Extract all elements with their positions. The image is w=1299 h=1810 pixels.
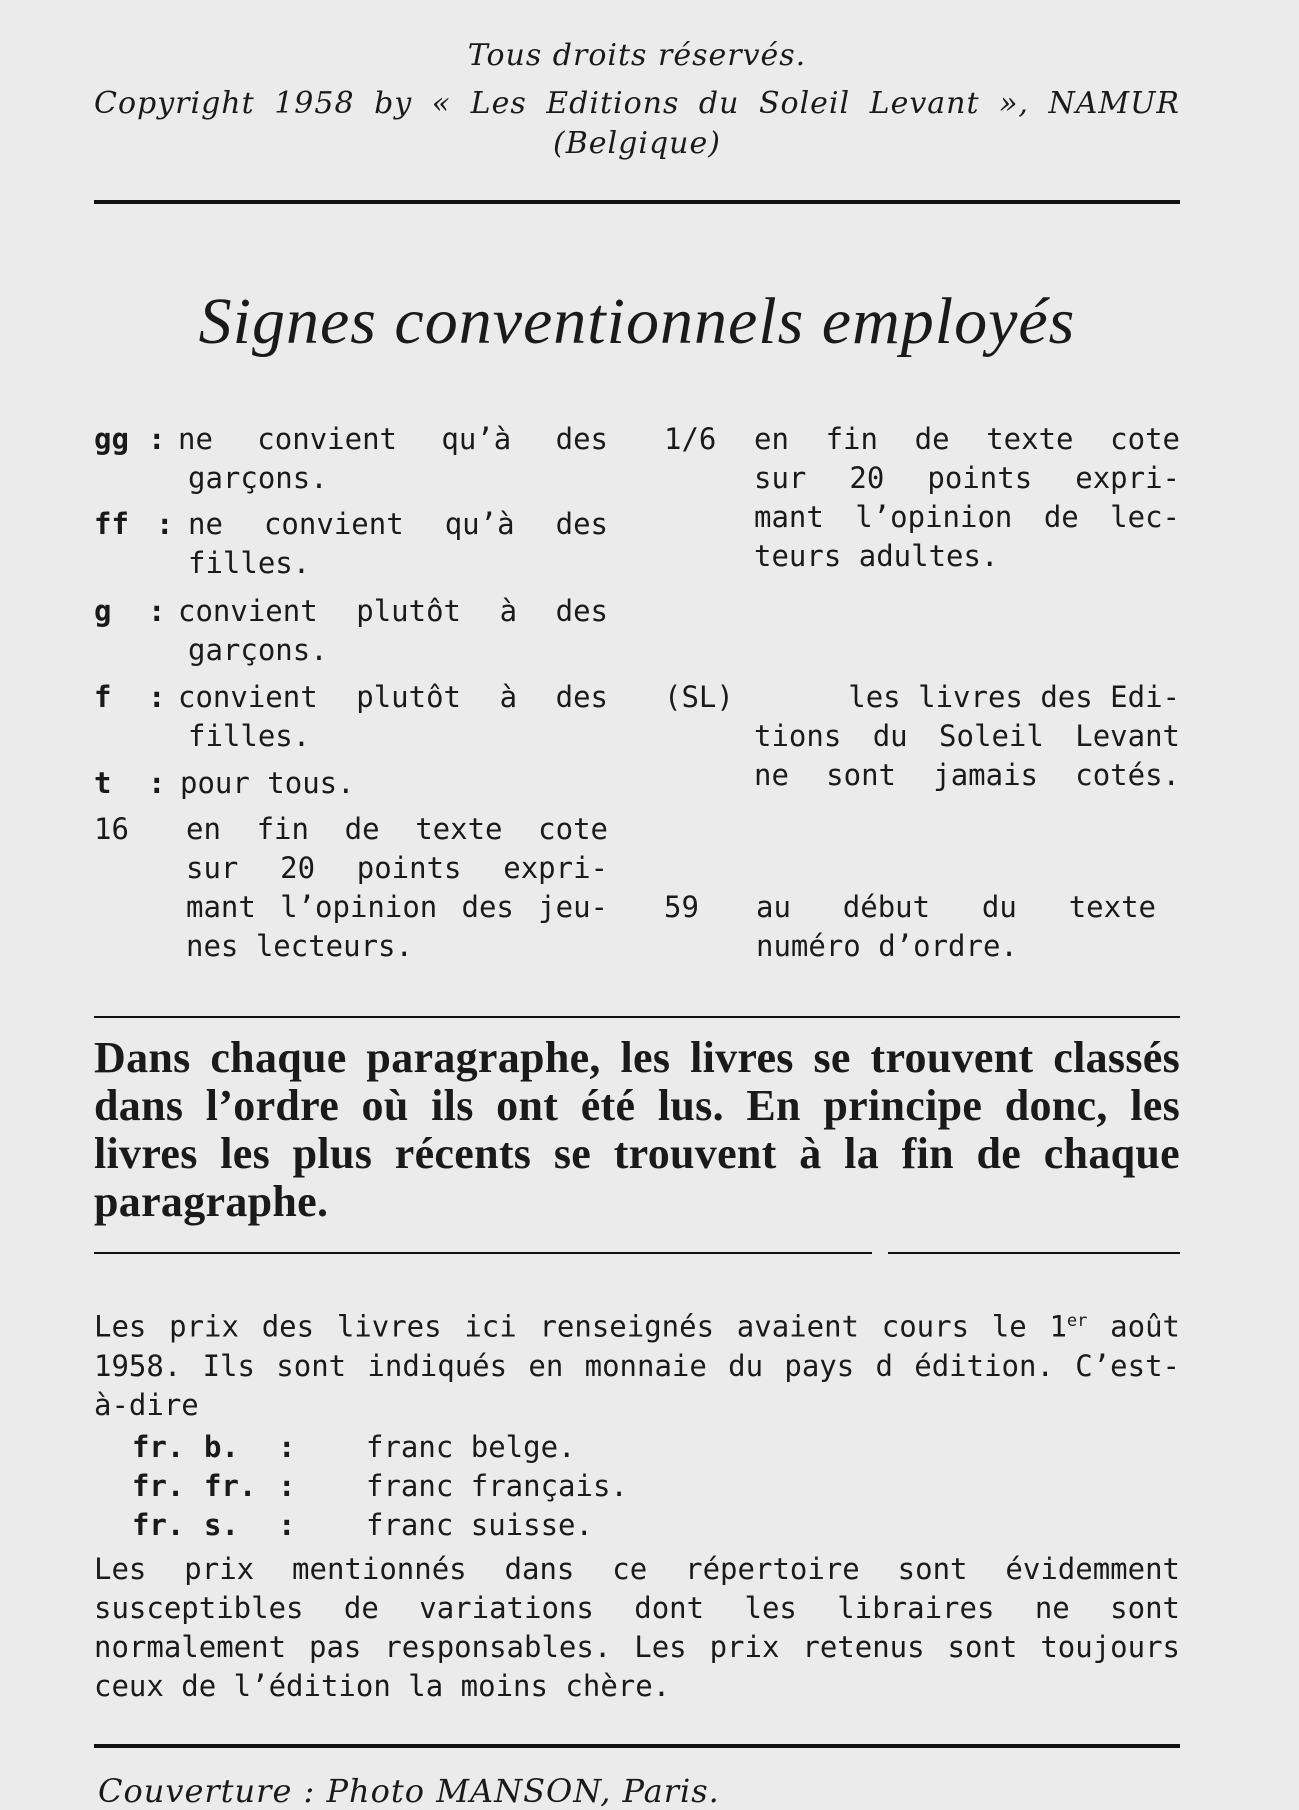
sign-description [178,592,608,670]
currency-name: franc suisse. [366,1508,593,1542]
sign-colon: : [148,766,166,800]
sign-description-line: tions du Soleil Levant [754,719,1180,753]
publisher-country: (Belgique) [553,126,721,161]
sign-description-line: en fin de texte cote [754,422,1180,456]
currency-abbr: fr. [204,1469,257,1503]
sign-code: g [94,594,112,628]
sign-description-line: pour tous. [180,766,355,800]
sign-description-line: convient plutôt à des [178,680,608,714]
sign-description-line: garçons. [188,461,328,495]
sign-description [754,678,1180,795]
sign-description-line: nes lecteurs. [186,929,413,963]
sign-description-line: convient plutôt à des [178,594,608,628]
sign-entry-adult-rating [664,420,1180,580]
ordering-notice: Dans chaque paragraphe, les livres se trouvent classés dans l’ordre où ils ont été lus. En principe donc, les livres les plus récents se trouvent à la fin de chaque paragraphe. [94,1033,1180,1226]
rights-notice: Tous droits réservés. [467,38,807,73]
sign-code: 1/6 [664,422,717,456]
currency-name: franc belge. [366,1430,576,1464]
currency-name: franc français. [366,1469,628,1503]
prices-intro [94,1302,1180,1425]
prices-intro-line: à-dire [94,1387,199,1422]
currency-abbr: fr. [132,1508,185,1542]
section-divider-right [888,1252,1180,1254]
sign-colon: : [156,507,174,541]
sign-description-line: les livres des Edi- [848,680,1180,714]
sign-code: 59 [664,890,699,924]
currency-abbr: b. [204,1430,239,1464]
sign-description-line: sur 20 points expri- [186,851,608,885]
sign-entry-ff [94,505,608,585]
sign-description [754,420,1180,576]
sign-description-line: en fin de texte cote [186,812,608,846]
sign-description [178,678,608,756]
currency-colon: : [278,1508,296,1542]
prices-note: Les prix mentionnés dans ce répertoire sont évidemment susceptibles de variations dont les libraires ne sont normalement pas responsables. Les prix retenus sont toujours ceux de l’édition la moins chère. [94,1552,1180,1703]
footer-rule [94,1744,1180,1748]
currency-abbr: s. [204,1508,239,1542]
prices-intro-line: 1958. Ils sont indiqués en monnaie du pays d édition. C’est- [94,1348,1180,1383]
prices-intro-text: Les prix des livres ici renseignés avaient cours le 1 [94,1309,1067,1344]
sign-description-line: ne convient qu’à des [188,507,608,541]
sign-code: f [94,680,112,714]
sign-description-line: ne convient qu’à des [178,422,608,456]
sign-description-line: mant l’opinion des jeu- [186,890,608,924]
sign-colon: : [148,680,166,714]
cover-credit: Couverture : Photo MANSON, Paris. [98,1772,720,1810]
sign-entry-gg [94,420,608,500]
sign-description-line: garçons. [188,633,328,667]
sign-description-line: numéro d’ordre. [756,929,1018,963]
sign-entry-g [94,592,608,672]
sign-entry-f [94,678,608,758]
section-divider-left [94,1252,872,1254]
header-rule [94,200,1180,204]
sign-colon: : [148,422,166,456]
sign-description-line: ne sont jamais cotés. [754,758,1180,792]
sign-description-line: filles. [188,719,311,753]
copyright-notice: Copyright 1958 by « Les Editions du Soleil Levant », NAMUR [94,86,1180,121]
sign-description [178,420,608,498]
prices-intro-line [94,1302,1180,1347]
sign-description [186,810,608,966]
currency-colon: : [278,1430,296,1464]
sign-description [180,764,608,803]
section-divider [94,1016,1180,1018]
sign-description-line: sur 20 points expri- [754,461,1180,495]
currency-abbr: fr. [132,1469,185,1503]
ordinal-superscript: er [1066,1311,1088,1331]
sign-description-line: au début du texte [756,890,1156,924]
currency-colon: : [278,1469,296,1503]
prices-intro-text: août [1087,1309,1180,1344]
currency-abbr: fr. [132,1430,185,1464]
sign-code: 16 [94,812,129,846]
sign-code: ff [94,507,129,541]
sign-description-line: teurs adultes. [754,539,999,573]
sign-description-line: filles. [188,546,311,580]
sign-code: gg [94,422,129,456]
sign-colon: : [148,594,166,628]
page-title: Signes conventionnels employés [198,285,1076,358]
sign-entry-sl [664,678,1180,798]
sign-code: (SL) [664,680,734,714]
sign-description [756,888,1156,966]
sign-code: t [94,766,112,800]
sign-entry-t [94,764,608,804]
sign-entry-youth-rating [94,810,608,970]
sign-description-line: mant l’opinion de lec- [754,500,1180,534]
sign-entry-order-number [664,888,1180,968]
sign-description [188,505,608,583]
